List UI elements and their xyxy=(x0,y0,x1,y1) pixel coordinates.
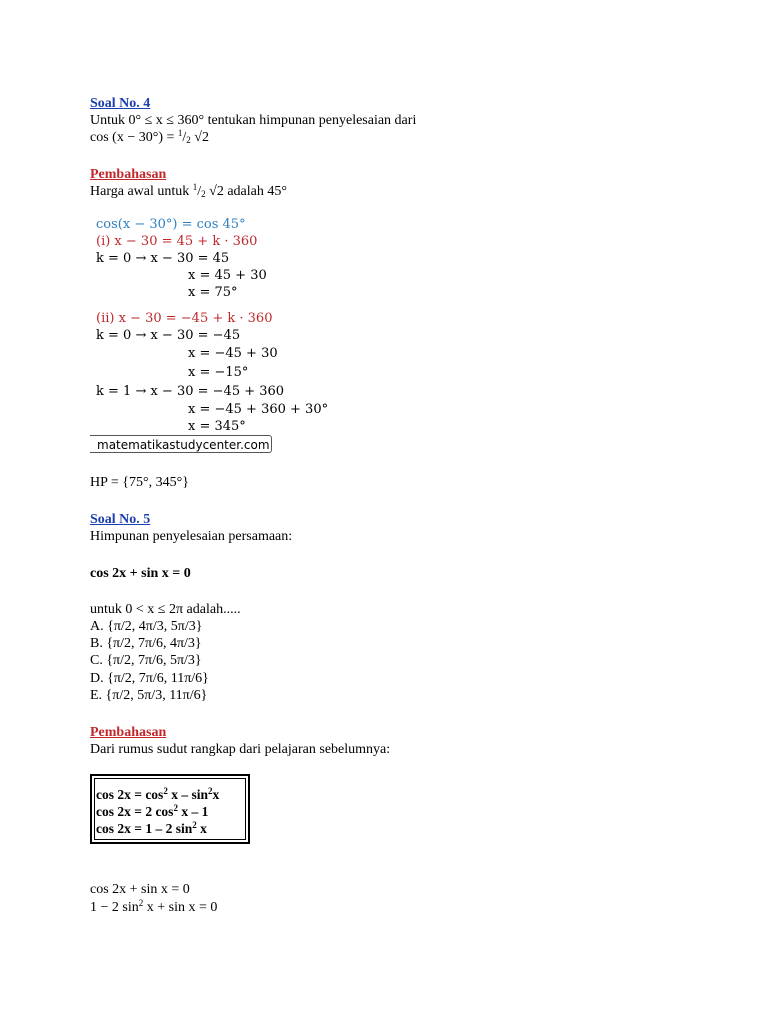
option-e: E. {π/2, 5π/3, 11π/6} xyxy=(90,688,208,703)
step-2: 1 − 2 $\sin^2 x + \sin x = 0$ xyxy=(90,898,218,915)
math-case2-step2: x = −15° xyxy=(188,365,249,380)
step-1: cos 2x + sin x = 0 xyxy=(90,882,190,897)
soal5-range: untuk 0 < x ≤ 2π adalah..... xyxy=(90,602,241,617)
pembahasan4-intro: Harga awal untuk $^1/_2$ √2 adalah 45° xyxy=(90,182,287,199)
soal4-heading: Soal No. 4 xyxy=(90,96,151,111)
soal5-heading: Soal No. 5 xyxy=(90,512,151,527)
math-case1-k0: k = 0 → x − 30 = 45 xyxy=(96,251,230,266)
pembahasan5-heading: Pembahasan xyxy=(90,725,167,740)
pembahasan4-heading: Pembahasan xyxy=(90,167,167,182)
pembahasan5-intro: Dari rumus sudut rangkap dari pelajaran sebelumnya: xyxy=(90,742,391,757)
watermark-label: matematikastudycenter.com xyxy=(90,435,272,453)
formula-box xyxy=(90,774,250,844)
math-case1-step1: x = 45 + 30 xyxy=(188,268,267,283)
formula-row-1: $\cos 2x = \cos^2 x - \sin^2x$ xyxy=(96,786,220,802)
math-main-equation: cos(x − 30°) = cos 45° xyxy=(96,217,246,232)
option-d: D. {π/2, 7π/6, 11π/6} xyxy=(90,671,209,686)
soal5-equation: cos 2x + sin x = 0 xyxy=(90,566,191,581)
soal5-question: Himpunan penyelesaian persamaan: xyxy=(90,529,293,544)
option-a: A. {π/2, 4π/3, 5π/3} xyxy=(90,619,203,634)
math-case2-step1: x = −45 + 30 xyxy=(188,346,278,361)
math-case2-step3: x = −45 + 360 + 30° xyxy=(188,402,329,417)
math-case2: (ii) x − 30 = −45 + k · 360 xyxy=(96,311,273,326)
option-b: B. {π/2, 7π/6, 4π/3} xyxy=(90,636,202,651)
math-case1-step2: x = 75° xyxy=(188,285,238,300)
soal4-equation: $\cos (x - 30^\circ) = ^1/_2$ √2 xyxy=(90,128,209,145)
formula-row-3: cos 2x = 1 – 2 $\sin^2 x$ xyxy=(96,820,207,836)
math-case1: (i) x − 30 = 45 + k · 360 xyxy=(96,234,258,249)
math-case2-step4: x = 345° xyxy=(188,419,246,434)
hp4-result: HP = {75°, 345°} xyxy=(90,475,189,490)
formula-row-2: cos 2x = 2 $\cos^2 x - 1$ xyxy=(96,803,209,819)
math-case2-k0: k = 0 → x − 30 = −45 xyxy=(96,328,241,343)
math-case2-k1: k = 1 → x − 30 = −45 + 360 xyxy=(96,384,285,399)
soal4-question: Untuk 0° ≤ x ≤ 360° tentukan himpunan penyelesaian dari xyxy=(90,113,417,128)
option-c: C. {π/2, 7π/6, 5π/3} xyxy=(90,653,202,668)
